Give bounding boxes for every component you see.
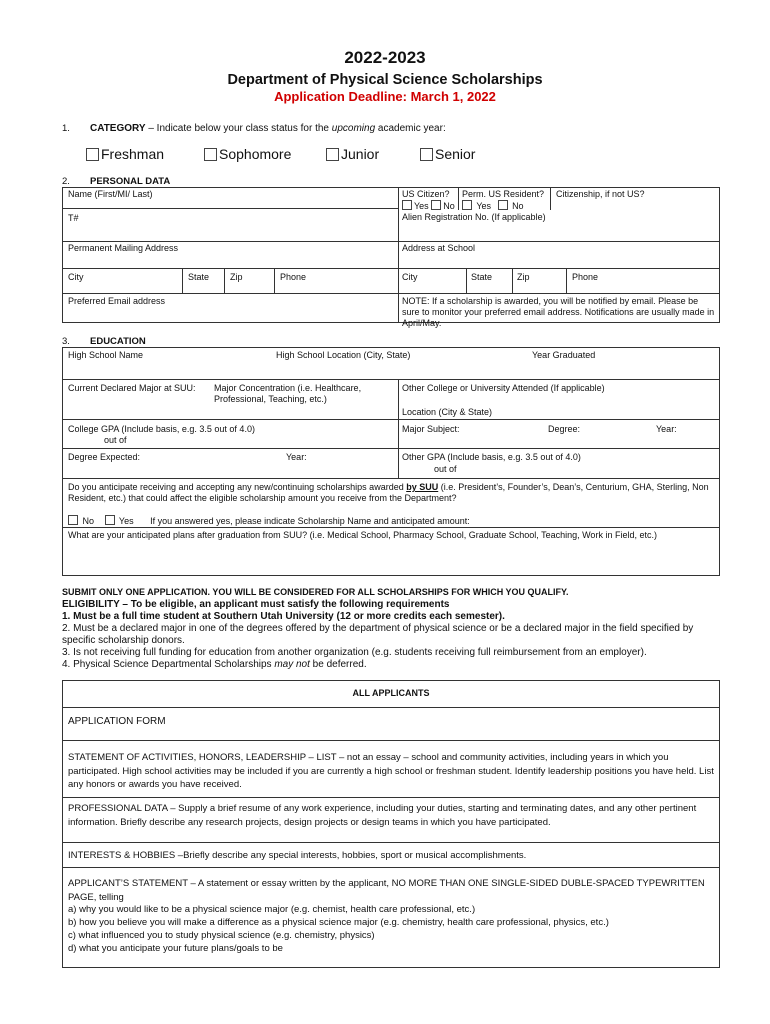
citizenship-field[interactable]: Citizenship, if not US?: [556, 189, 645, 199]
class-senior-option[interactable]: Senior: [420, 146, 475, 162]
other-college-location-field[interactable]: Location (City & State): [402, 407, 493, 417]
interests-hobbies-item: INTERESTS & HOBBIES –Briefly describe any special interests, hobbies, sport or musical accomplishments.: [68, 850, 527, 861]
perm-resident-yes-checkbox[interactable]: [462, 200, 472, 210]
statement-point-b: b) how you believe you will make a difference as a physical science major (e.g. chemistry, health care professional, physics, etc.): [68, 917, 609, 928]
school-address-field[interactable]: Address at School: [402, 243, 476, 253]
personal-heading: PERSONAL DATA: [90, 176, 171, 187]
divider: [512, 268, 513, 293]
divider: [62, 241, 720, 242]
zip-field[interactable]: Zip: [230, 272, 243, 282]
statement-point-d: d) what you anticipate your future plans/goals to be: [68, 943, 283, 954]
perm-resident-no-checkbox[interactable]: [498, 200, 508, 210]
category-instruction: CATEGORY – Indicate below your class status for the upcoming academic year:: [90, 123, 446, 134]
personal-number: 2.: [62, 176, 70, 187]
application-form-item: APPLICATION FORM: [68, 716, 166, 727]
requirement-2: 2. Must be a declared major in one of the degrees offered by the department of physical science or be a declared major in the field specified by specific scholarship donors.: [62, 623, 694, 646]
statement-point-a: a) why you would like to be a physical science major (e.g. chemist, health care professional, etc.): [68, 904, 476, 915]
college-gpa-field[interactable]: College GPA (Include basis, e.g. 3.5 out of 4.0): [68, 424, 255, 434]
divider: [62, 740, 720, 741]
divider: [62, 419, 720, 420]
eligibility-heading: ELIGIBILITY – To be eligible, an applicant must satisfy the following requirements: [62, 599, 450, 610]
education-number: 3.: [62, 336, 70, 347]
divider: [62, 293, 720, 294]
divider: [62, 478, 720, 479]
divider: [62, 707, 720, 708]
divider: [62, 527, 720, 528]
divider: [458, 187, 459, 210]
divider: [398, 187, 399, 323]
checkbox-freshman[interactable]: [86, 148, 99, 161]
permanent-address-field[interactable]: Permanent Mailing Address: [68, 243, 179, 253]
degree-expected-year-field[interactable]: Year:: [286, 452, 307, 462]
school-zip-field[interactable]: Zip: [517, 272, 530, 282]
high-school-location-field[interactable]: High School Location (City, State): [276, 350, 411, 360]
us-citizen-no-checkbox[interactable]: [431, 200, 441, 210]
graduation-plans-field[interactable]: What are your anticipated plans after graduation from SUU? (i.e. Medical School, Pharmacy School, Graduate School, Teaching, Work in Field, etc.): [68, 530, 657, 540]
form-year: 2022-2023: [344, 48, 426, 67]
us-citizen-label: US Citizen?: [402, 189, 450, 199]
requirement-1: 1. Must be a full time student at Southern Utah University (12 or more credits each semester).: [62, 611, 505, 622]
scholarship-yes-checkbox[interactable]: [105, 515, 115, 525]
statement-point-c: c) what influenced you to study physical science (e.g. chemistry, physics): [68, 930, 375, 941]
requirement-3: 3. Is not receiving full funding for education from another organization (e.g. students receiving full reimbursement from an employer).: [62, 647, 647, 658]
school-phone-field[interactable]: Phone: [572, 272, 599, 282]
scholarship-details-prompt: If you answered yes, please indicate Scholarship Name and anticipated amount:: [150, 516, 470, 526]
us-citizen-yes-checkbox[interactable]: [402, 200, 412, 210]
requirement-4: 4. Physical Science Departmental Scholarships may not be deferred.: [62, 659, 367, 670]
divider: [62, 448, 720, 449]
scholarship-answer-row: No Yes If you answered yes, please indicate Scholarship Name and anticipated amount:: [68, 515, 470, 527]
alien-registration-field[interactable]: Alien Registration No. (If applicable): [402, 212, 546, 222]
city-field[interactable]: City: [68, 272, 84, 282]
name-field[interactable]: Name (First/MI/ Last): [68, 189, 153, 199]
class-junior-option[interactable]: Junior: [326, 146, 379, 162]
class-sophomore-option[interactable]: Sophomore: [204, 146, 291, 162]
phone-field[interactable]: Phone: [280, 272, 307, 282]
scholarship-question: Do you anticipate receiving and accepting any new/continuing scholarships awarded by SUU (i.e. President’s, Founder’s, Dean’s, Centurium, GHA, Sterling, Non Resident, etc.) that could affect the eligible scholarship amount you receive from the Department?: [68, 482, 709, 503]
divider: [550, 187, 551, 210]
state-field[interactable]: State: [188, 272, 210, 282]
high-school-name-field[interactable]: High School Name: [68, 350, 144, 360]
professional-data-item: PROFESSIONAL DATA – Supply a brief resume of any work experience, including your duties, starting and terminating dates, and any other pertinent information. Briefly describe any research projects, design projects or design teams in which you have participated.: [68, 803, 697, 828]
education-heading: EDUCATION: [90, 336, 146, 347]
major-concentration-field[interactable]: Major Concentration (i.e. Healthcare, Professional, Teaching, etc.): [214, 383, 362, 404]
class-freshman-option[interactable]: Freshman: [86, 146, 164, 162]
divider: [62, 842, 720, 843]
divider: [62, 797, 720, 798]
t-number-field[interactable]: T#: [68, 213, 79, 223]
checkbox-junior[interactable]: [326, 148, 339, 161]
college-gpa-out-of: out of: [104, 435, 127, 445]
other-college-field[interactable]: Other College or University Attended (If applicable): [402, 383, 605, 393]
scholarship-no-checkbox[interactable]: [68, 515, 78, 525]
all-applicants-heading: ALL APPLICANTS: [352, 688, 430, 698]
email-note: NOTE: If a scholarship is awarded, you will be notified by email. Please be sure to monitor your preferred email address. Notifications are usually made in April/May.: [402, 296, 715, 328]
degree-field[interactable]: Degree:: [548, 424, 581, 434]
other-gpa-field[interactable]: Other GPA (Include basis, e.g. 3.5 out of 4.0): [402, 452, 581, 462]
year-graduated-field[interactable]: Year Graduated: [532, 350, 596, 360]
year-field[interactable]: Year:: [656, 424, 677, 434]
divider: [274, 268, 275, 293]
divider: [62, 867, 720, 868]
statement-of-activities-item: STATEMENT OF ACTIVITIES, HONORS, LEADERSHIP – LIST – not an essay – school and community activities, including years in which you participated. High school activities may be included if you are currently a high school or freshman student. Identify leadership positions you have held. List any honors or awards you have received.: [68, 752, 714, 790]
category-number: 1.: [62, 123, 70, 134]
checkbox-senior[interactable]: [420, 148, 433, 161]
us-citizen-options: Yes No: [402, 200, 455, 212]
application-deadline: Application Deadline: March 1, 2022: [274, 89, 496, 104]
category-label: CATEGORY: [90, 123, 146, 134]
email-field[interactable]: Preferred Email address: [68, 296, 166, 306]
major-subject-field[interactable]: Major Subject:: [402, 424, 460, 434]
school-city-field[interactable]: City: [402, 272, 418, 282]
divider: [182, 268, 183, 293]
checkbox-sophomore[interactable]: [204, 148, 217, 161]
perm-resident-options: Yes No: [462, 200, 524, 212]
divider: [466, 268, 467, 293]
divider: [398, 379, 399, 478]
education-table: [62, 347, 720, 576]
school-state-field[interactable]: State: [471, 272, 493, 282]
degree-expected-field[interactable]: Degree Expected:: [68, 452, 141, 462]
current-major-field[interactable]: Current Declared Major at SUU:: [68, 383, 196, 393]
divider: [62, 268, 720, 269]
divider: [62, 379, 720, 380]
applicant-statement-item: APPLICANT’S STATEMENT – A statement or essay written by the applicant, NO MORE THAN ONE SINGLE-SIDED DUBLE-SPACED TYPEWRITTEN PAGE, telling: [68, 878, 705, 903]
perm-resident-label: Perm. US Resident?: [462, 189, 545, 199]
form-title: Department of Physical Science Scholarships: [227, 72, 543, 88]
divider: [224, 268, 225, 293]
other-gpa-out-of: out of: [434, 464, 457, 474]
submit-once-notice: SUBMIT ONLY ONE APPLICATION. YOU WILL BE CONSIDERED FOR ALL SCHOLARSHIPS FOR WHICH YOU QUALIFY.: [62, 587, 569, 597]
divider: [566, 268, 567, 293]
divider: [62, 208, 398, 209]
